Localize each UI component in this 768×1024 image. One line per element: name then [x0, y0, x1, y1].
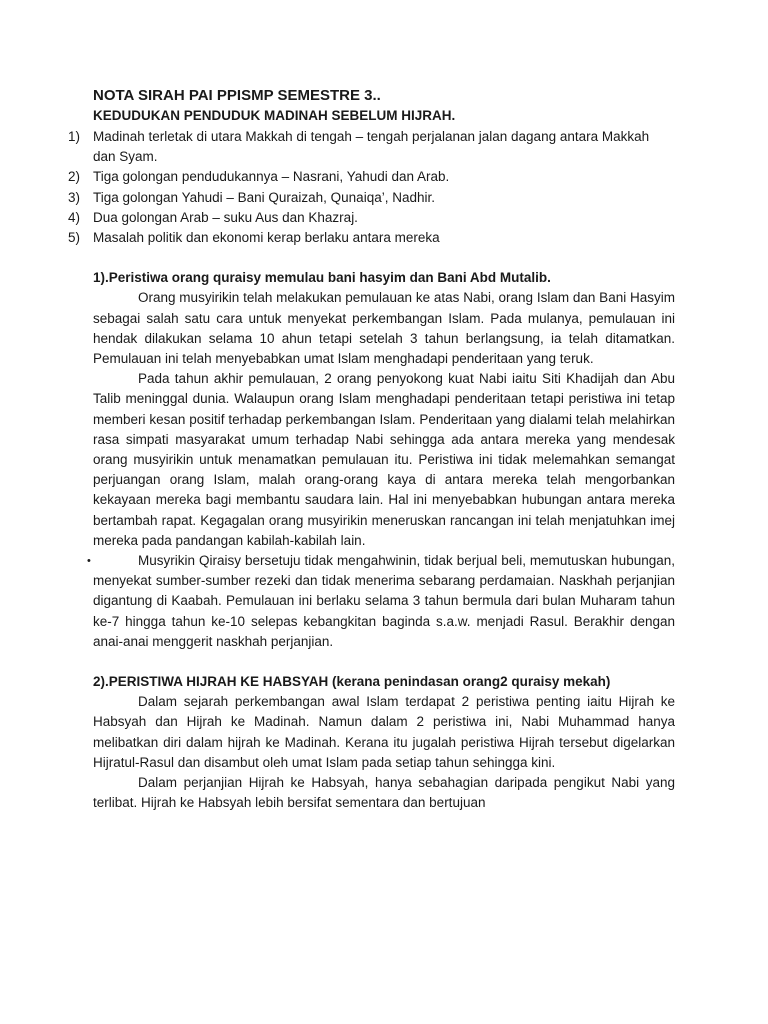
document-title: NOTA SIRAH PAI PPISMP SEMESTRE 3..	[93, 87, 381, 104]
list-item-text: Dua golongan Arab – suku Aus dan Khazraj.	[93, 209, 358, 225]
list-item	[68, 228, 675, 248]
paragraph: Dalam sejarah perkembangan awal Islam terdapat 2 peristiwa penting iaitu Hijrah ke Habsyah dan Hijrah ke Madinah. Namun dalam 2 peristiwa ini, Nabi Muhammad hanya melibatkan diri dalam hijrah ke Madinah. Kerana itu jugalah peristiwa Hijrah tersebut digelarkan Hijratul-Rasul dan disambut oleh umat Islam pada setiap tahun sehingga kini.	[93, 694, 675, 770]
list-item-text: Masalah politik dan ekonomi kerap berlaku antara mereka	[93, 230, 440, 246]
list-number: 4)	[68, 209, 81, 225]
list-item-text: Madinah terletak di utara Makkah di tengah – tengah perjalanan jalan dagang antara Makkah dan Syam.	[93, 129, 650, 165]
paragraph: Orang musyirikin telah melakukan pemulauan ke atas Nabi, orang Islam dan Bani Hasyim sebagai salah satu cara untuk menyekat perkembangan Islam. Pada mulanya, pemulauan ini hendak dilakukan selama 10 ahun tetapi setelah 3 tahun berlangsung, ia telah ditamatkan. Pemulauan ini telah menyebabkan umat Islam menghadapi penderitaan yang teruk.	[93, 290, 675, 367]
section-heading-2: 2).PERISTIWA HIJRAH KE HABSYAH (kerana penindasan orang2 quraisy mekah)	[93, 674, 611, 690]
list-item-text: Tiga golongan Yahudi – Bani Quraizah, Qunaiqa’, Nadhir.	[93, 189, 435, 205]
document-subtitle: KEDUDUKAN PENDUDUK MADINAH SEBELUM HIJRAH.	[93, 108, 456, 123]
section-heading-1: 1).Peristiwa orang quraisy memulau bani hasyim dan Bani Abd Mutalib.	[93, 270, 551, 286]
list-item-text: Tiga golongan pendudukannya – Nasrani, Yahudi dan Arab.	[93, 169, 450, 185]
list-number: 5)	[68, 230, 81, 246]
paragraph: Dalam perjanjian Hijrah ke Habsyah, hanya sebahagian daripada pengikut Nabi yang terlibat. Hijrah ke Habsyah lebih bersifat sementara dan bertujuan	[93, 775, 675, 811]
list-item	[68, 188, 675, 208]
document-body	[68, 86, 675, 814]
paragraph: Pada tahun akhir pemulauan, 2 orang penyokong kuat Nabi iaitu Siti Khadijah dan Abu Talib meninggal dunia. Walaupun orang Islam menghadapi penderitaan tetapi peristiwa ini tetap memberi kesan positif terhadap perkembangan Islam. Penderitaan yang dialami telah melahirkan rasa simpati masyarakat umum terhadap Nabi sehingga ada antara mereka yang mendesak orang musyirikin untuk menamatkan pemulauan itu. Peristiwa ini tidak melemahkan semangat perjuangan orang Islam, malah orang-orang kaya di antara mereka telah mengorbankan kekayaan mereka bagi membantu saudara lain. Hal ini menyebabkan hubungan antara mereka bertambah rapat. Kegagalan orang musyirikin meneruskan rancangan ini telah menjatuhkan imej mereka pada pandangan kabilah-kabilah lain.	[93, 371, 675, 548]
bullet-icon: •	[87, 555, 91, 568]
list-number: 2)	[68, 169, 81, 185]
bullet-text: Musyrikin Qiraisy bersetuju tidak mengahwinin, tidak berjual beli, memutuskan hubungan, menyekat sumber-sumber rezeki dan tidak menerima sebarang perdamaian. Naskhah perjanjian digantung di Kaabah. Pemulauan ini berlaku selama 3 tahun bermula dari bulan Muharam tahun ke-7 hingga tahun ke-10 selepas kebangkitan baginda s.a.w. menjadi Rasul. Berakhir dengan anai-anai menggerit naskhah perjanjian.	[93, 553, 675, 649]
list-item	[68, 167, 675, 187]
list-item	[68, 127, 675, 167]
list-item	[68, 208, 675, 228]
list-number: 3)	[68, 189, 81, 205]
list-number: 1)	[68, 129, 81, 144]
bullet-item	[87, 551, 675, 652]
facts-list	[68, 127, 675, 248]
